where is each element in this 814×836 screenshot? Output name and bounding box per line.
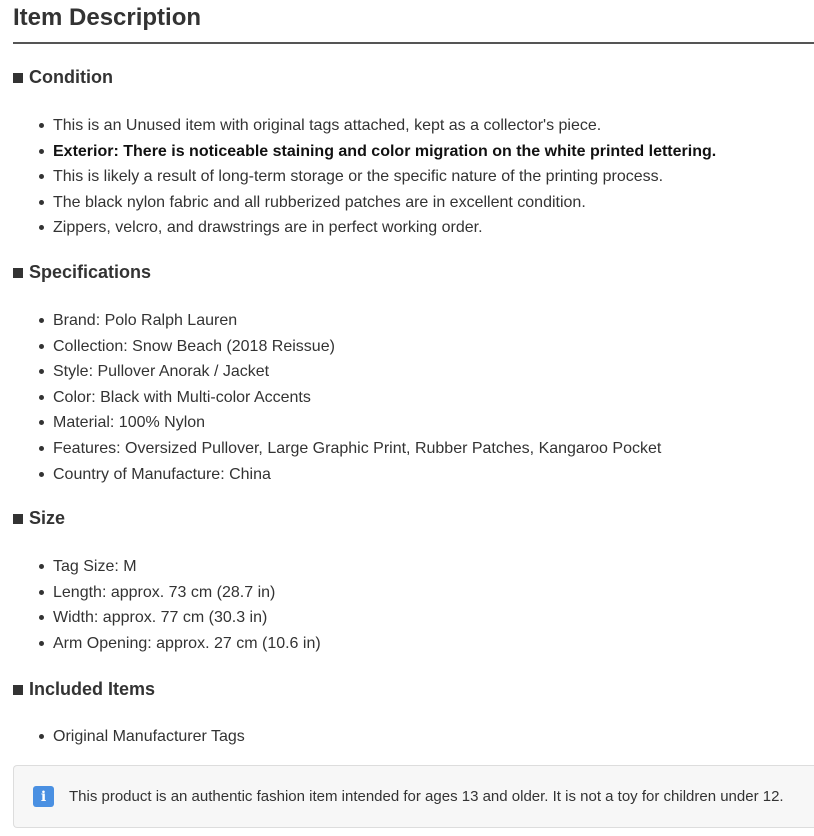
list-item: This is likely a result of long-term storage or the specific nature of the printing process. — [53, 164, 814, 190]
section-heading — [13, 261, 814, 283]
section-heading-label: Condition — [29, 67, 113, 87]
notice-text: This product is an authentic fashion item intended for ages 13 and older. It is not a toy for children under 12. — [69, 787, 784, 805]
section-size — [13, 507, 814, 656]
list-item: Tag Size: M — [53, 554, 814, 580]
square-bullet-icon — [13, 685, 23, 695]
section-heading-label: Included Items — [29, 678, 156, 699]
list-item: Collection: Snow Beach (2018 Reissue) — [53, 334, 814, 360]
info-icon-glyph: i — [40, 788, 47, 805]
list-item: Zippers, velcro, and drawstrings are in perfect working order. — [53, 215, 814, 241]
condition-list — [13, 113, 814, 241]
size-list — [13, 554, 814, 656]
square-bullet-icon — [13, 268, 23, 278]
age-notice-box — [13, 765, 814, 828]
section-specifications — [13, 261, 814, 487]
list-item-exterior-note: Exterior: There is noticeable staining and color migration on the white printed lettering. — [53, 139, 814, 165]
list-item: The black nylon fabric and all rubberized patches are in excellent condition. — [53, 190, 814, 216]
list-item: Arm Opening: approx. 27 cm (10.6 in) — [53, 631, 814, 657]
list-item: Length: approx. 73 cm (28.7 in) — [53, 580, 814, 606]
list-item: Material: 100% Nylon — [53, 410, 814, 436]
included-items-list — [13, 724, 814, 750]
section-heading — [13, 66, 814, 88]
item-description-page — [13, 0, 814, 805]
list-item: Brand: Polo Ralph Lauren — [53, 308, 814, 334]
section-included-items — [13, 678, 814, 750]
square-bullet-icon — [13, 514, 23, 524]
list-item: This is an Unused item with original tags attached, kept as a collector's piece. — [53, 113, 814, 139]
specifications-list — [13, 308, 814, 487]
section-heading — [13, 678, 814, 700]
section-heading-label: Specifications — [29, 261, 152, 282]
list-item: Features: Oversized Pullover, Large Graphic Print, Rubber Patches, Kangaroo Pocket — [53, 436, 814, 462]
info-icon — [33, 786, 54, 807]
list-item: Original Manufacturer Tags — [53, 724, 814, 750]
section-condition — [13, 66, 814, 241]
square-bullet-icon — [13, 73, 23, 83]
list-item: Country of Manufacture: China — [53, 462, 814, 488]
list-item: Style: Pullover Anorak / Jacket — [53, 359, 814, 385]
section-heading — [13, 507, 814, 529]
section-heading-label: Size — [29, 508, 66, 529]
list-item: Width: approx. 77 cm (30.3 in) — [53, 605, 814, 631]
title-divider — [13, 42, 814, 44]
list-item: Color: Black with Multi-color Accents — [53, 385, 814, 411]
page-title: Item Description — [13, 4, 202, 31]
